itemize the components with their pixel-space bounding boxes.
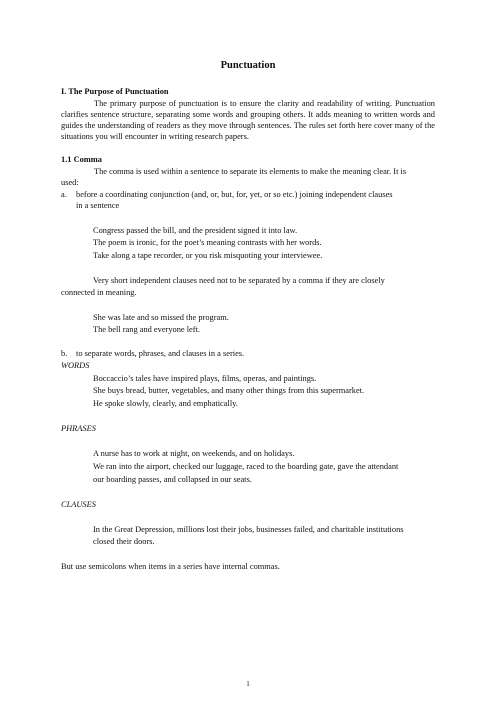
item-a-line1: before a coordinating conjunction (and, or, but, for, yet, or so etc.) joining independent clauses [76,190,393,199]
item-a-marker: a. [61,190,67,199]
item-b-text: to separate words, phrases, and clauses in a series. [76,349,245,358]
words-example-1: Boccaccio’s tales have inspired plays, films, operas, and paintings. [93,374,317,383]
purpose-paragraph: The primary purpose of punctuation is to ensure the clarity and readability of writing. Punctuation clarifies sentence structure, separating some words and grouping others. It adds meaning to written words and guides the understanding of readers as they move through sentences. The rules set forth here cover many of the situations you will encounter in writing research papers. [61,99,435,141]
clauses-example-line1: In the Great Depression, millions lost their jobs, businesses failed, and charitable institutions [93,525,404,534]
comma-intro-line2: used: [61,178,79,187]
phrases-example-2-line1: We ran into the airport, checked our luggage, raced to the boarding gate, gave the attendant [93,462,399,471]
example-a-3: Take along a tape recorder, or you risk misquoting your interviewee. [93,251,323,260]
section-heading-comma: 1.1 Comma [61,155,102,164]
example-short-1: She was late and so missed the program. [93,313,229,322]
page-number: 1 [246,680,250,688]
short-clause-line1: Very short independent clauses need not to be separated by a comma if they are closely [93,276,385,285]
item-b-marker: b. [61,349,68,358]
comma-intro-line1: The comma is used within a sentence to separate its elements to make the meaning clear. It is [94,167,407,176]
example-a-1: Congress passed the bill, and the president signed it into law. [93,226,298,235]
words-example-2: She buys bread, butter, vegetables, and many other things from this supermarket. [93,386,365,395]
short-clause-line2: connected in meaning. [61,288,137,297]
item-a-line2: in a sentence [76,201,120,210]
words-label: WORDS [61,361,90,370]
example-a-2: The poem is ironic, for the poet’s meaning contrasts with her words. [93,238,322,247]
clauses-example-line2: closed their doors. [93,537,155,546]
semicolon-note: But use semicolons when items in a series have internal commas. [61,562,280,571]
page-title: Punctuation [220,60,276,71]
section-heading-purpose: I. The Purpose of Punctuation [61,87,169,96]
phrases-label: PHRASES [61,424,96,433]
phrases-example-1: A nurse has to work at night, on weekends, and on holidays. [93,449,295,458]
phrases-example-2-line2: our boarding passes, and collapsed in our seats. [93,475,252,484]
example-short-2: The bell rang and everyone left. [93,325,200,334]
clauses-label: CLAUSES [61,500,96,509]
words-example-3: He spoke slowly, clearly, and emphatically. [93,399,238,408]
